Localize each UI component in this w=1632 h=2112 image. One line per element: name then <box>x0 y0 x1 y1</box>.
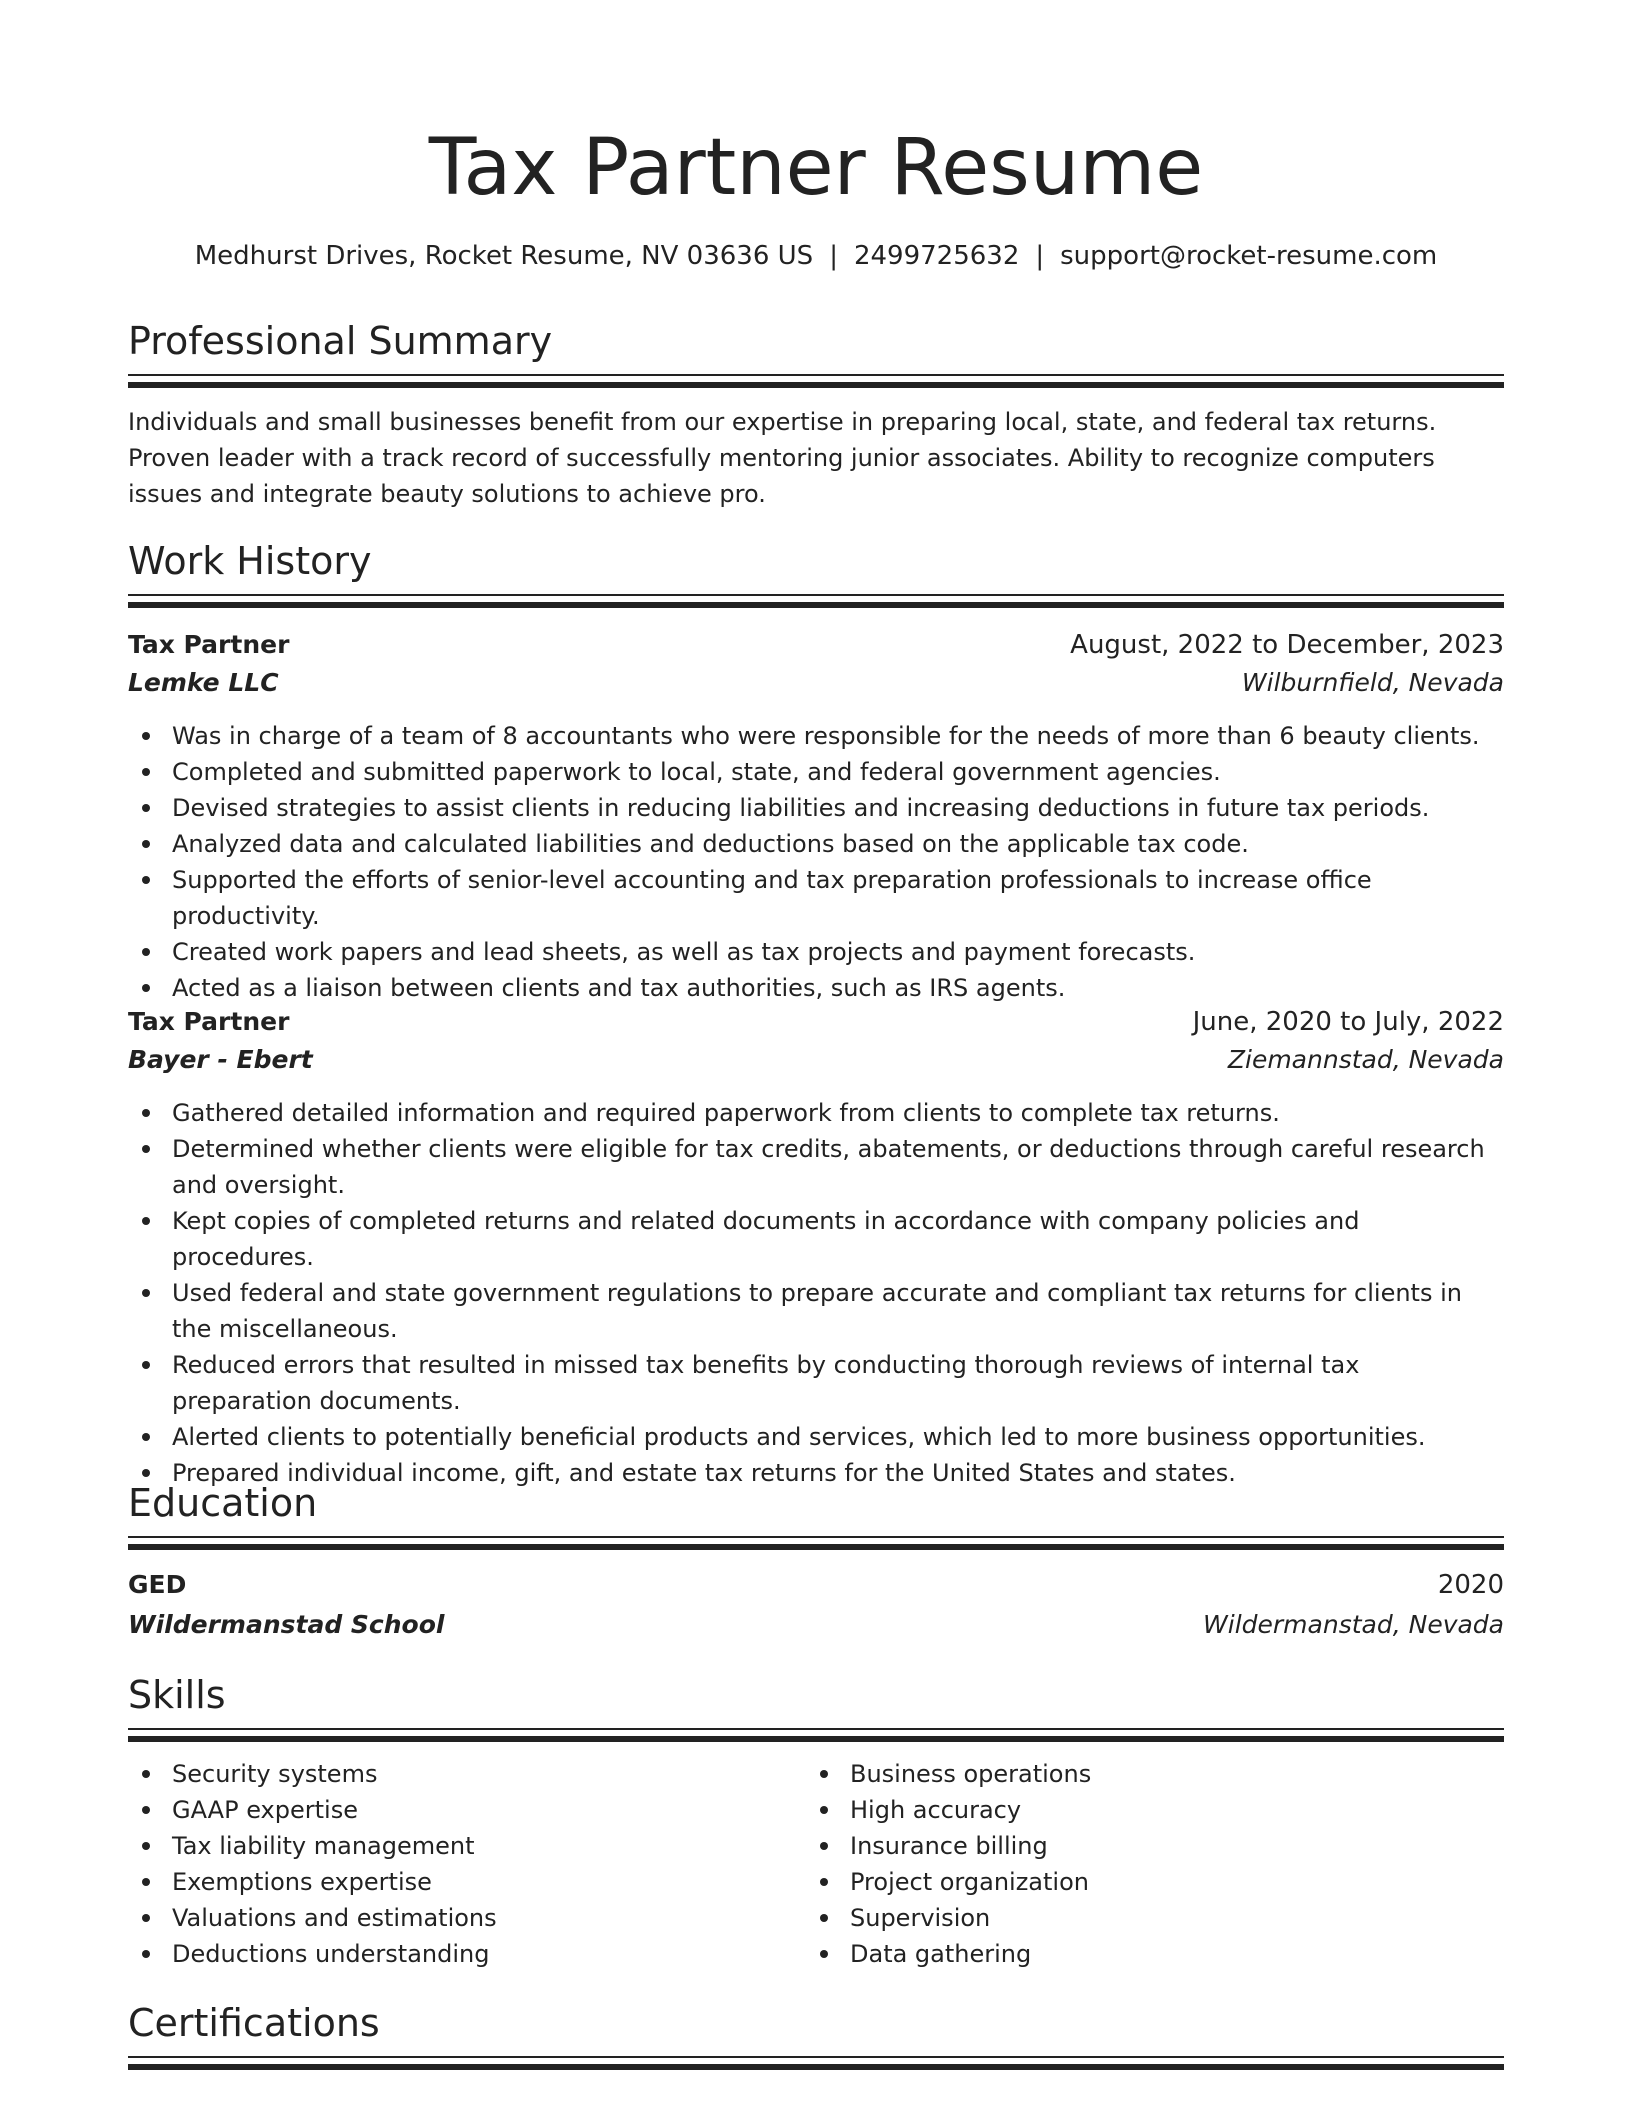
contact-separator: | <box>829 241 838 271</box>
list-item: Reduced errors that resulted in missed tax benefits by conducting thorough reviews of internal tax preparation documents. <box>128 1347 1504 1419</box>
job-subheader <box>128 664 1504 702</box>
list-item: Analyzed data and calculated liabilities and deductions based on the applicable tax code. <box>128 826 1504 862</box>
work-history-section <box>128 536 1504 586</box>
summary-heading: Professional Summary <box>128 319 553 363</box>
job-location: Ziemannstad, Nevada <box>1227 1045 1504 1074</box>
skills-heading: Skills <box>128 1673 226 1717</box>
list-item: Alerted clients to potentially beneficial products and services, which led to more business opportunities. <box>128 1419 1504 1455</box>
section-divider <box>128 594 1504 608</box>
education-header <box>128 1566 1504 1604</box>
list-item: Valuations and estimations <box>128 1900 804 1936</box>
list-item: Prepared individual income, gift, and estate tax returns for the United States and states. <box>128 1455 1504 1491</box>
section-divider <box>128 1536 1504 1550</box>
job-bullets <box>128 718 1504 1006</box>
list-item: Insurance billing <box>806 1828 1482 1864</box>
skills-column-right <box>806 1756 1482 1972</box>
list-item: Kept copies of completed returns and related documents in accordance with company policies and procedures. <box>128 1203 1504 1275</box>
list-item: Tax liability management <box>128 1828 804 1864</box>
list-item: Data gathering <box>806 1936 1482 1972</box>
resume-title: Tax Partner Resume <box>428 123 1204 213</box>
education-school: Wildermanstad School <box>128 1610 445 1639</box>
section-divider <box>128 1728 1504 1742</box>
list-item: Deductions understanding <box>128 1936 804 1972</box>
list-item: High accuracy <box>806 1792 1482 1828</box>
list-item: GAAP expertise <box>128 1792 804 1828</box>
skills-section <box>128 1670 1504 1720</box>
contact-separator: | <box>1035 241 1045 271</box>
education-degree: GED <box>128 1570 187 1599</box>
job-title: Tax Partner <box>128 630 290 659</box>
certifications-heading: Certifications <box>128 2001 380 2045</box>
list-item: Completed and submitted paperwork to local, state, and federal government agencies. <box>128 754 1504 790</box>
education-heading: Education <box>128 1481 318 1525</box>
list-item: Determined whether clients were eligible for tax credits, abatements, or deductions through careful research and oversight. <box>128 1131 1504 1203</box>
list-item: Project organization <box>806 1864 1482 1900</box>
job-location: Wilburnfield, Nevada <box>1241 668 1504 697</box>
section-divider <box>128 2056 1504 2070</box>
list-item: Created work papers and lead sheets, as well as tax projects and payment forecasts. <box>128 934 1504 970</box>
job-header <box>128 626 1504 664</box>
list-item: Acted as a liaison between clients and tax authorities, such as IRS agents. <box>128 970 1504 1006</box>
job-dates: August, 2022 to December, 2023 <box>1070 630 1504 660</box>
education-section <box>128 1478 1504 1528</box>
job-bullets <box>128 1095 1504 1491</box>
list-item: Used federal and state government regulations to prepare accurate and compliant tax returns for clients in the miscellaneous. <box>128 1275 1504 1347</box>
summary-section <box>128 316 1504 366</box>
list-item: Security systems <box>128 1756 804 1792</box>
list-item: Was in charge of a team of 8 accountants who were responsible for the needs of more than 6 beauty clients. <box>128 718 1504 754</box>
list-item: Gathered detailed information and required paperwork from clients to complete tax returns. <box>128 1095 1504 1131</box>
job-title: Tax Partner <box>128 1007 290 1036</box>
list-item: Devised strategies to assist clients in reducing liabilities and increasing deductions in future tax periods. <box>128 790 1504 826</box>
contact-address: Medhurst Drives, Rocket Resume, NV 03636 US <box>194 241 814 271</box>
section-divider <box>128 374 1504 388</box>
contact-phone: 2499725632 <box>853 241 1020 271</box>
job-dates: June, 2020 to July, 2022 <box>1192 1007 1504 1037</box>
job-header <box>128 1003 1504 1041</box>
list-item: Supervision <box>806 1900 1482 1936</box>
skills-column-left <box>128 1756 804 1972</box>
list-item: Business operations <box>806 1756 1482 1792</box>
list-item: Supported the efforts of senior-level accounting and tax preparation professionals to increase office productivity. <box>128 862 1504 934</box>
education-subheader <box>128 1606 1504 1644</box>
contact-email: support@rocket-resume.com <box>1060 241 1438 271</box>
summary-text: Individuals and small businesses benefit from our expertise in preparing local, state, and federal tax returns. Proven leader with a track record of successfully mentoring junior associates. Ability to recognize computers issues and integrate beauty solutions to achieve pro. <box>128 408 1437 508</box>
list-item: Exemptions expertise <box>128 1864 804 1900</box>
job-subheader <box>128 1041 1504 1079</box>
education-year: 2020 <box>1437 1570 1504 1600</box>
job-company: Lemke LLC <box>128 668 279 697</box>
certifications-section <box>128 1998 1504 2048</box>
work-history-heading: Work History <box>128 539 372 583</box>
job-company: Bayer - Ebert <box>128 1045 313 1074</box>
skills-list <box>128 1756 1504 1976</box>
education-location: Wildermanstad, Nevada <box>1203 1610 1504 1639</box>
contact-line <box>128 238 1504 274</box>
